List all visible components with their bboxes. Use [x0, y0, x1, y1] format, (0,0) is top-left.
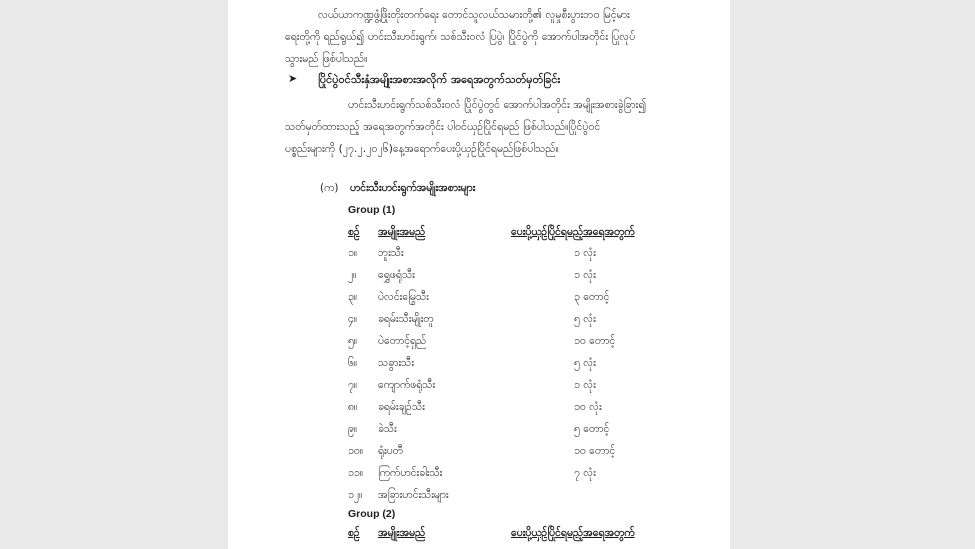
row-qty: ၃ တောင့်: [574, 291, 610, 303]
table-row: [228, 313, 730, 335]
row-no: ၂။: [348, 269, 357, 281]
row-name: အခြားဟင်းသီးများ: [378, 489, 449, 501]
table-row: [228, 247, 730, 269]
row-qty: ၇ လုံး: [574, 467, 596, 479]
table-row: [228, 467, 730, 489]
row-name: ပဲလင်းမြွေသီး: [378, 291, 429, 303]
header-qty: ပေးပို့ယှဉ်ပြိုင်ရမည့်အရေအတွက်: [511, 226, 635, 238]
row-no: ၃။: [348, 291, 358, 303]
row-no: ၁၀။: [348, 445, 363, 457]
group-2-label: Group (2): [348, 508, 396, 520]
intro-line-3: သွားမည် ဖြစ်ပါသည်။: [285, 53, 368, 65]
header-no: စဉ်: [348, 527, 360, 539]
table-row: [228, 401, 730, 423]
header-qty: ပေးပို့ယှဉ်ပြိုင်ရမည့်အရေအတွက်: [511, 527, 635, 539]
row-no: ၉။: [348, 423, 358, 435]
row-no: ၅။: [348, 335, 358, 347]
row-name: သခွားသီး: [378, 357, 414, 369]
header-name: အမျိုးအမည်: [378, 527, 426, 539]
table-row: [228, 489, 730, 511]
row-no: ၁။: [348, 247, 358, 259]
subsection-marker: (က): [320, 182, 339, 194]
row-qty: ၅ တောင့်: [574, 423, 610, 435]
row-name: ခဲသီး: [378, 423, 397, 435]
right-background-margin: [730, 0, 975, 549]
row-name: ရွှေဖရုံသီး: [378, 269, 415, 281]
table-row: [228, 379, 730, 401]
group-1-table-header: [228, 226, 730, 248]
intro-line-2: ရေးတို့ကို ရည်ရွယ်၍ ဟင်းသီးဟင်းရွက်၊ သစ်သီးဝလံ ပြပွဲ၊ ပြိုင်ပွဲကို အောက်ပါအတိုင်း ပြုလုပ်: [285, 31, 636, 43]
table-row: [228, 269, 730, 291]
group-2-table-header: [228, 527, 730, 549]
row-no: ၆။: [348, 357, 358, 369]
header-name: အမျိုးအမည်: [378, 226, 426, 238]
table-row: [228, 357, 730, 379]
row-no: ၁၂။: [348, 489, 363, 501]
table-row: [228, 335, 730, 357]
table-row: [228, 445, 730, 467]
group-1-label: Group (1): [348, 204, 396, 216]
row-qty: ၁ လုံး: [574, 379, 596, 391]
row-qty: ၁၀ တောင့်: [574, 335, 616, 347]
row-no: ၈။: [348, 401, 358, 413]
row-qty: ၁၀ တောင့်: [574, 445, 616, 457]
document-page: [228, 0, 730, 549]
row-no: ၇။: [348, 379, 358, 391]
bullet-arrow-icon: ➤: [288, 72, 298, 85]
row-name: ခရမ်းချဉ်သီး: [378, 401, 425, 413]
row-name: ကျောက်ဖရုံသီး: [378, 379, 436, 391]
section-line-3: ပစ္စည်းများကို (၂၇.၂.၂၀၂၆)နေ့အရောက်ပေးပို့ယှဉ်ပြိုင်ရမည်ဖြစ်ပါသည်။: [285, 143, 559, 155]
row-name: ကြက်ဟင်းခါးသီး: [378, 467, 443, 479]
subsection-title: ဟင်းသီးဟင်းရွက်အမျိုးအစားများ: [350, 182, 476, 194]
section-line-2: သတ်မှတ်ထားသည့် အရေအတွက်အတိုင်း ပါဝင်ယှဉ်ပြိုင်ရမည် ဖြစ်ပါသည်။ပြိုင်ပွဲဝင်: [285, 121, 601, 133]
section-line-1: ဟင်းသီးဟင်းရွက်သစ်သီးဝလံ ပြိုင်ပွဲတွင် အောက်ပါအတိုင်း အမျိုးအစားခွဲခြား၍: [348, 99, 647, 111]
row-name: ရုံးပတီ: [378, 445, 403, 457]
left-background-margin: [0, 0, 228, 549]
row-name: ခရမ်းသီးမျိုးတူ: [378, 313, 434, 325]
row-no: ၄။: [348, 313, 358, 325]
row-no: ၁၁။: [348, 467, 363, 479]
row-name: ဘူးသီး: [378, 247, 404, 259]
row-qty: ၁ လုံး: [574, 269, 596, 281]
row-name: ပဲတောင့်ရှည်: [378, 335, 427, 347]
row-qty: ၅ လုံး: [574, 313, 596, 325]
header-no: စဉ်: [348, 226, 360, 238]
table-row: [228, 423, 730, 445]
section-heading: ပြိုင်ပွဲဝင်သီးနှံအမျိုးအစားအလိုက် အရေအတွက်သတ်မှတ်ခြင်း: [318, 73, 561, 86]
row-qty: ၁ လုံး: [574, 247, 596, 259]
row-qty: ၁၀ လုံး: [574, 401, 602, 413]
table-row: [228, 291, 730, 313]
intro-line-1: လယ်ယာကဏ္ဍဖွံ့ဖြိုးတိုးတက်ရေး တောင်သူလယ်သမားတို့၏ လူမှုစီးပွားဘဝ မြင့်မား: [318, 9, 630, 21]
row-qty: ၅ လုံး: [574, 357, 596, 369]
